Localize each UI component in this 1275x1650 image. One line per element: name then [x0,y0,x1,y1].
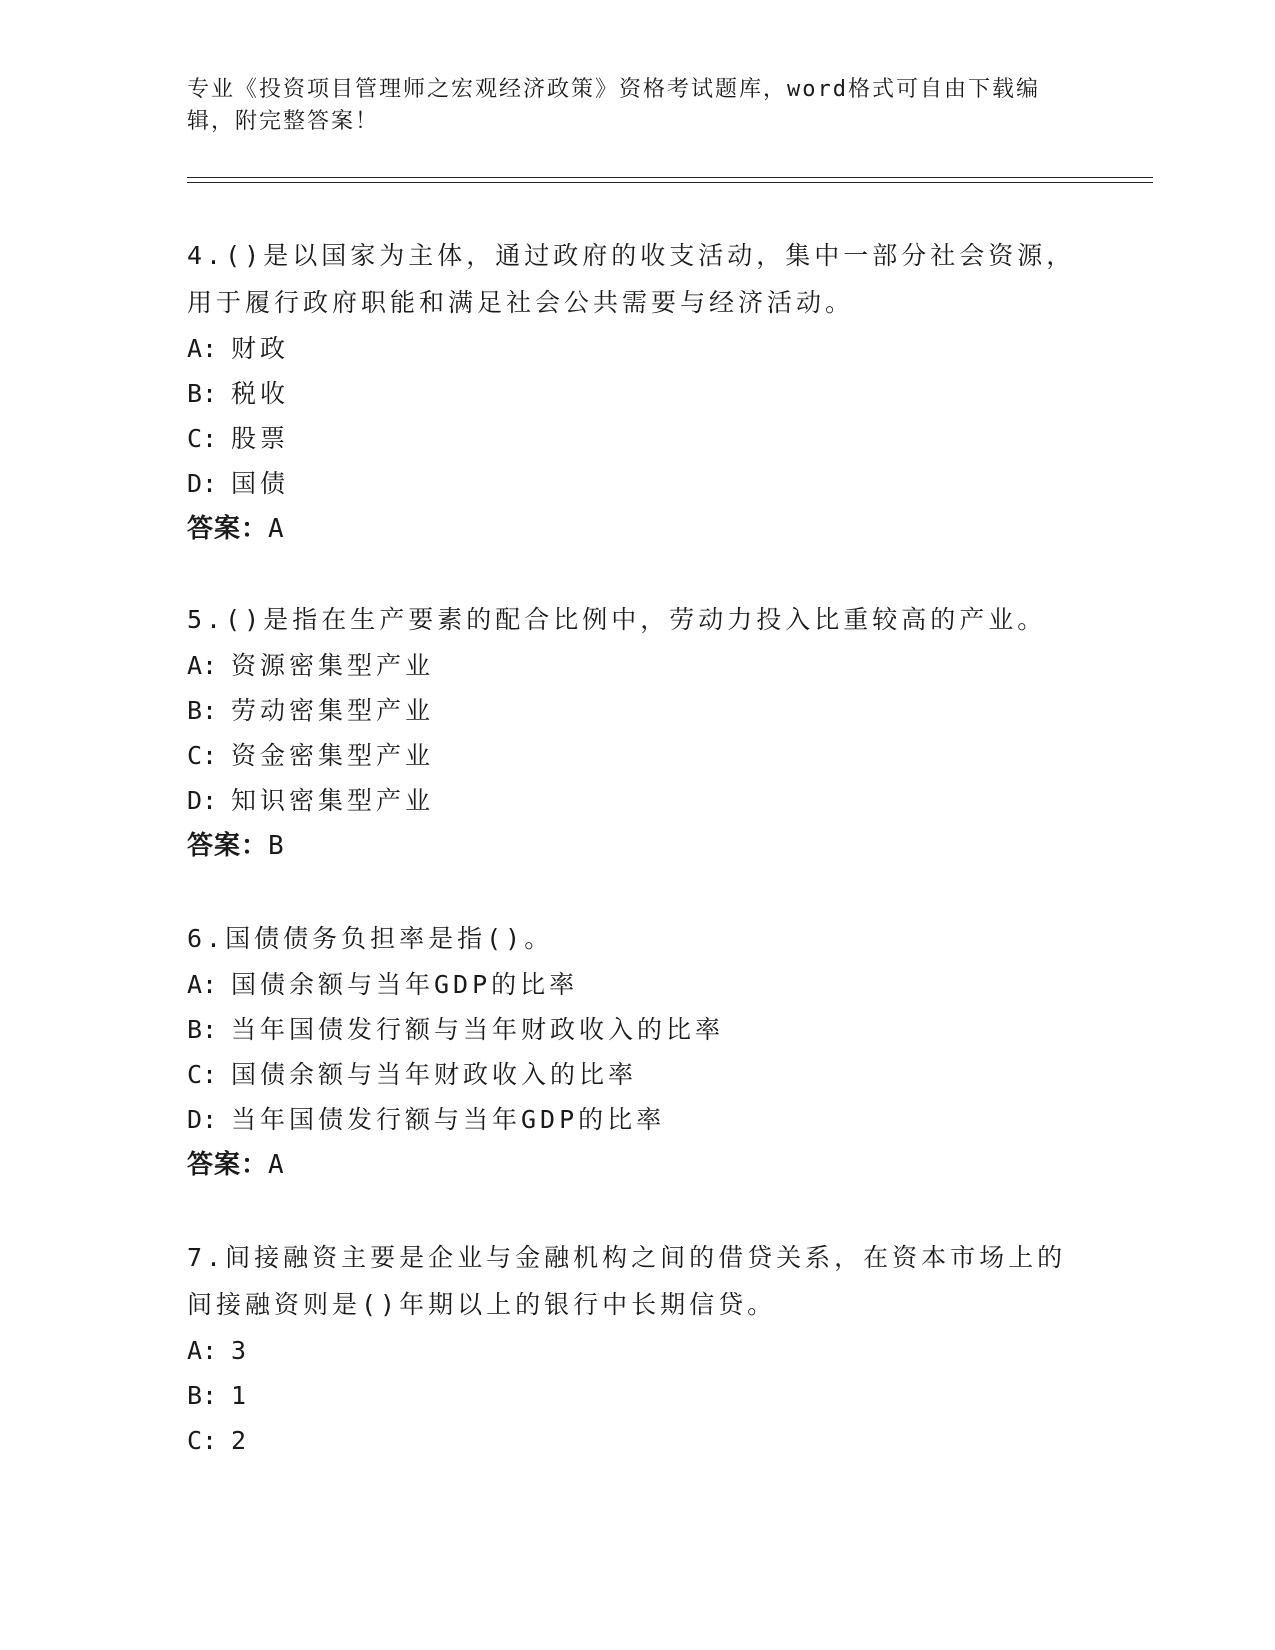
option-a [187,962,1087,1007]
option-key: C: [187,741,218,770]
option-key: C: [187,1060,218,1089]
answer-label: 答案： [187,1150,269,1180]
question-7 [187,1234,1087,1463]
option-text: 股票 [231,424,290,453]
header-divider-top [187,177,1153,178]
option-d [187,1097,1087,1142]
option-text: 国债 [231,469,290,498]
question-stem: 5.()是指在生产要素的配合比例中，劳动力投入比重较高的产业。 [187,605,1047,634]
option-c [187,733,1087,778]
option-text: 国债余额与当年GDP的比率 [231,970,579,999]
option-b [187,1373,1087,1418]
option-text: 当年国债发行额与当年GDP的比率 [231,1105,666,1134]
option-text: 1 [231,1381,251,1410]
option-c [187,1418,1087,1463]
question-stem: 4.()是以国家为主体，通过政府的收支活动，集中一部分社会资源，用于履行政府职能和满足社会公共需要与经济活动。 [187,241,1076,317]
option-b [187,371,1087,416]
option-text: 资源密集型产业 [231,651,435,680]
option-d [187,461,1087,506]
option-key: B: [187,379,218,408]
option-b [187,688,1087,733]
option-text: 资金密集型产业 [231,741,435,770]
question-4 [187,232,1087,552]
answer-line [187,823,1087,869]
option-text: 当年国债发行额与当年财政收入的比率 [231,1015,725,1044]
option-key: C: [187,1426,218,1455]
option-a [187,643,1087,688]
answer-value: A [268,1150,285,1180]
option-a [187,326,1087,371]
option-text: 2 [231,1426,251,1455]
option-key: B: [187,1381,218,1410]
header-divider-bottom [187,182,1153,183]
option-a [187,1328,1087,1373]
option-key: A: [187,970,218,999]
option-key: A: [187,334,218,363]
document-header: 专业《投资项目管理师之宏观经济政策》资格考试题库，word格式可自由下载编辑，附完整答案！ [187,77,1040,134]
option-key: D: [187,469,218,498]
question-6 [187,915,1087,1188]
option-text: 财政 [231,334,290,363]
option-text: 税收 [231,379,290,408]
option-text: 3 [231,1336,251,1365]
question-stem: 6.国债债务负担率是指()。 [187,924,554,953]
option-key: C: [187,424,218,453]
question-stem: 7.间接融资主要是企业与金融机构之间的借贷关系，在资本市场上的间接融资则是()年期以上的银行中长期信贷。 [187,1243,1067,1319]
answer-value: A [268,514,285,544]
option-key: B: [187,1015,218,1044]
option-key: B: [187,696,218,725]
question-5 [187,596,1087,869]
answer-line [187,506,1087,552]
option-text: 国债余额与当年财政收入的比率 [231,1060,638,1089]
option-key: D: [187,1105,218,1134]
answer-line [187,1142,1087,1188]
option-c [187,1052,1087,1097]
option-key: A: [187,1336,218,1365]
answer-label: 答案： [187,514,269,544]
option-d [187,778,1087,823]
option-key: A: [187,651,218,680]
answer-label: 答案： [187,831,269,861]
option-text: 劳动密集型产业 [231,696,435,725]
answer-value: B [268,831,285,861]
option-c [187,416,1087,461]
option-b [187,1007,1087,1052]
option-key: D: [187,786,218,815]
option-text: 知识密集型产业 [231,786,435,815]
